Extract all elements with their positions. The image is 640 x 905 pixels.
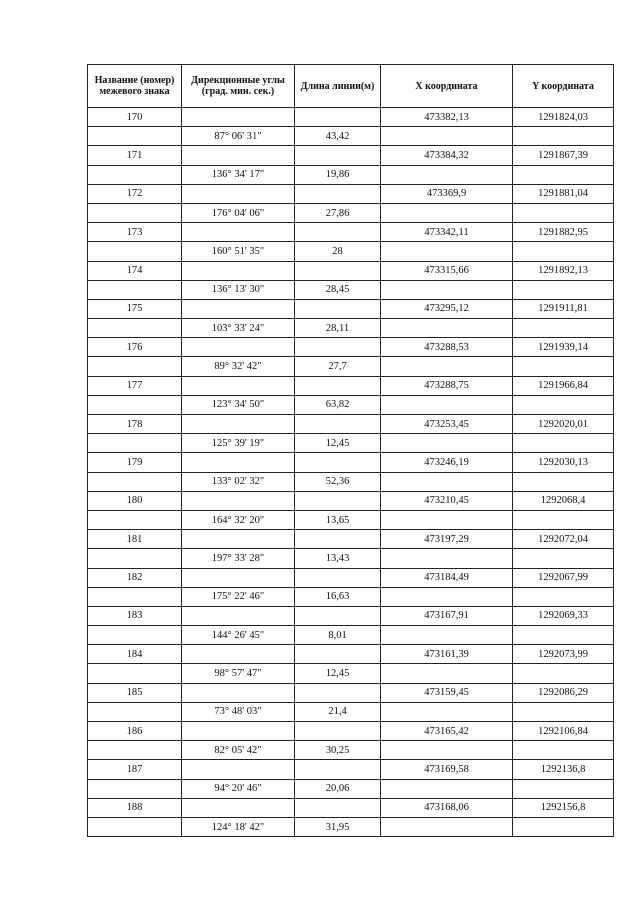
y-coordinate: 1292067,99 xyxy=(513,568,614,587)
empty-cell xyxy=(182,760,295,779)
point-row xyxy=(88,568,614,587)
empty-cell xyxy=(513,664,614,683)
line-length: 43,42 xyxy=(295,127,381,146)
empty-cell xyxy=(88,587,182,606)
point-row xyxy=(88,108,614,127)
empty-cell xyxy=(513,817,614,836)
empty-cell xyxy=(88,702,182,721)
segment-row xyxy=(88,319,614,338)
y-coordinate: 1291911,81 xyxy=(513,299,614,318)
point-name: 188 xyxy=(88,798,182,817)
empty-cell xyxy=(381,587,513,606)
empty-cell xyxy=(295,299,381,318)
line-length: 52,36 xyxy=(295,472,381,491)
direction-angle: 94° 20' 46" xyxy=(182,779,295,798)
y-coordinate: 1292156,8 xyxy=(513,798,614,817)
header-y: Y координата xyxy=(513,65,614,108)
y-coordinate: 1292068,4 xyxy=(513,491,614,510)
x-coordinate: 473369,9 xyxy=(381,184,513,203)
empty-cell xyxy=(88,549,182,568)
point-name: 172 xyxy=(88,184,182,203)
empty-cell xyxy=(513,510,614,529)
point-row xyxy=(88,299,614,318)
empty-cell xyxy=(295,338,381,357)
empty-cell xyxy=(295,376,381,395)
line-length: 31,95 xyxy=(295,817,381,836)
x-coordinate: 473168,06 xyxy=(381,798,513,817)
empty-cell xyxy=(88,280,182,299)
segment-row xyxy=(88,165,614,184)
point-name: 177 xyxy=(88,376,182,395)
point-row xyxy=(88,760,614,779)
direction-angle: 175° 22' 46" xyxy=(182,587,295,606)
y-coordinate: 1292106,84 xyxy=(513,722,614,741)
segment-row xyxy=(88,357,614,376)
line-length: 30,25 xyxy=(295,741,381,760)
point-name: 180 xyxy=(88,491,182,510)
segment-row xyxy=(88,280,614,299)
point-row xyxy=(88,376,614,395)
point-name: 170 xyxy=(88,108,182,127)
direction-angle: 144° 26' 45" xyxy=(182,626,295,645)
line-length: 8,01 xyxy=(295,626,381,645)
line-length: 21,4 xyxy=(295,702,381,721)
empty-cell xyxy=(513,741,614,760)
direction-angle: 89° 32' 42" xyxy=(182,357,295,376)
empty-cell xyxy=(295,453,381,472)
empty-cell xyxy=(182,415,295,434)
empty-cell xyxy=(381,817,513,836)
empty-cell xyxy=(381,165,513,184)
header-length: Длина линии(м) xyxy=(295,65,381,108)
direction-angle: 160° 51' 35" xyxy=(182,242,295,261)
empty-cell xyxy=(513,280,614,299)
point-row xyxy=(88,223,614,242)
segment-row xyxy=(88,779,614,798)
point-name: 185 xyxy=(88,683,182,702)
empty-cell xyxy=(88,395,182,414)
empty-cell xyxy=(88,510,182,529)
empty-cell xyxy=(88,319,182,338)
direction-angle: 123° 34' 50" xyxy=(182,395,295,414)
direction-angle: 133° 02' 32" xyxy=(182,472,295,491)
point-row xyxy=(88,453,614,472)
line-length: 28 xyxy=(295,242,381,261)
line-length: 13,65 xyxy=(295,510,381,529)
point-row xyxy=(88,146,614,165)
empty-cell xyxy=(88,203,182,222)
y-coordinate: 1292073,99 xyxy=(513,645,614,664)
x-coordinate: 473384,32 xyxy=(381,146,513,165)
empty-cell xyxy=(295,645,381,664)
empty-cell xyxy=(295,760,381,779)
x-coordinate: 473165,42 xyxy=(381,722,513,741)
y-coordinate: 1291966,84 xyxy=(513,376,614,395)
empty-cell xyxy=(88,741,182,760)
x-coordinate: 473382,13 xyxy=(381,108,513,127)
line-length: 13,43 xyxy=(295,549,381,568)
y-coordinate: 1291867,39 xyxy=(513,146,614,165)
empty-cell xyxy=(381,779,513,798)
empty-cell xyxy=(88,779,182,798)
y-coordinate: 1292136,8 xyxy=(513,760,614,779)
direction-angle: 98° 57' 47" xyxy=(182,664,295,683)
point-name: 181 xyxy=(88,530,182,549)
empty-cell xyxy=(295,530,381,549)
empty-cell xyxy=(381,664,513,683)
point-row xyxy=(88,798,614,817)
empty-cell xyxy=(295,606,381,625)
empty-cell xyxy=(182,108,295,127)
segment-row xyxy=(88,626,614,645)
point-row xyxy=(88,184,614,203)
empty-cell xyxy=(381,395,513,414)
direction-angle: 125° 39' 19" xyxy=(182,434,295,453)
x-coordinate: 473210,45 xyxy=(381,491,513,510)
line-length: 27,86 xyxy=(295,203,381,222)
empty-cell xyxy=(88,127,182,146)
point-name: 187 xyxy=(88,760,182,779)
segment-row xyxy=(88,549,614,568)
x-coordinate: 473288,53 xyxy=(381,338,513,357)
point-name: 176 xyxy=(88,338,182,357)
segment-row xyxy=(88,702,614,721)
empty-cell xyxy=(88,434,182,453)
empty-cell xyxy=(182,645,295,664)
empty-cell xyxy=(381,472,513,491)
line-length: 27,7 xyxy=(295,357,381,376)
segment-row xyxy=(88,434,614,453)
x-coordinate: 473184,49 xyxy=(381,568,513,587)
segment-row xyxy=(88,472,614,491)
empty-cell xyxy=(513,127,614,146)
empty-cell xyxy=(88,626,182,645)
line-length: 12,45 xyxy=(295,664,381,683)
empty-cell xyxy=(182,568,295,587)
point-row xyxy=(88,338,614,357)
empty-cell xyxy=(381,242,513,261)
y-coordinate: 1291892,13 xyxy=(513,261,614,280)
empty-cell xyxy=(381,434,513,453)
segment-row xyxy=(88,741,614,760)
point-name: 171 xyxy=(88,146,182,165)
header-x: X координата xyxy=(381,65,513,108)
x-coordinate: 473161,39 xyxy=(381,645,513,664)
empty-cell xyxy=(295,491,381,510)
point-name: 175 xyxy=(88,299,182,318)
empty-cell xyxy=(513,319,614,338)
y-coordinate: 1292069,33 xyxy=(513,606,614,625)
point-name: 178 xyxy=(88,415,182,434)
point-name: 182 xyxy=(88,568,182,587)
empty-cell xyxy=(381,319,513,338)
empty-cell xyxy=(295,223,381,242)
boundary-coordinates-table xyxy=(87,64,614,837)
line-length: 16,63 xyxy=(295,587,381,606)
empty-cell xyxy=(513,434,614,453)
header-name: Название (номер) межевого знака xyxy=(88,65,182,108)
empty-cell xyxy=(513,472,614,491)
empty-cell xyxy=(295,722,381,741)
empty-cell xyxy=(295,415,381,434)
empty-cell xyxy=(513,702,614,721)
point-row xyxy=(88,261,614,280)
empty-cell xyxy=(182,338,295,357)
line-length: 28,11 xyxy=(295,319,381,338)
empty-cell xyxy=(88,357,182,376)
point-name: 184 xyxy=(88,645,182,664)
empty-cell xyxy=(295,261,381,280)
segment-row xyxy=(88,127,614,146)
empty-cell xyxy=(88,817,182,836)
empty-cell xyxy=(381,280,513,299)
table-header-row xyxy=(88,65,614,108)
y-coordinate: 1292072,04 xyxy=(513,530,614,549)
header-angle: Дирекционные углы (град. мин. сек.) xyxy=(182,65,295,108)
y-coordinate: 1292030,13 xyxy=(513,453,614,472)
segment-row xyxy=(88,510,614,529)
empty-cell xyxy=(182,184,295,203)
direction-angle: 164° 32' 20" xyxy=(182,510,295,529)
empty-cell xyxy=(513,203,614,222)
direction-angle: 124° 18' 42" xyxy=(182,817,295,836)
empty-cell xyxy=(513,549,614,568)
direction-angle: 197° 33' 28" xyxy=(182,549,295,568)
point-name: 183 xyxy=(88,606,182,625)
point-row xyxy=(88,491,614,510)
y-coordinate: 1291881,04 xyxy=(513,184,614,203)
direction-angle: 136° 34' 17" xyxy=(182,165,295,184)
x-coordinate: 473315,66 xyxy=(381,261,513,280)
y-coordinate: 1291882,95 xyxy=(513,223,614,242)
line-length: 63,82 xyxy=(295,395,381,414)
table-body xyxy=(88,108,614,837)
line-length: 19,86 xyxy=(295,165,381,184)
empty-cell xyxy=(182,530,295,549)
x-coordinate: 473295,12 xyxy=(381,299,513,318)
empty-cell xyxy=(381,702,513,721)
empty-cell xyxy=(182,223,295,242)
x-coordinate: 473167,91 xyxy=(381,606,513,625)
segment-row xyxy=(88,242,614,261)
empty-cell xyxy=(182,453,295,472)
x-coordinate: 473342,11 xyxy=(381,223,513,242)
empty-cell xyxy=(182,261,295,280)
empty-cell xyxy=(381,203,513,222)
x-coordinate: 473159,45 xyxy=(381,683,513,702)
empty-cell xyxy=(88,242,182,261)
empty-cell xyxy=(513,357,614,376)
point-row xyxy=(88,530,614,549)
direction-angle: 73° 48' 03" xyxy=(182,702,295,721)
direction-angle: 136° 13' 30" xyxy=(182,280,295,299)
y-coordinate: 1292020,01 xyxy=(513,415,614,434)
empty-cell xyxy=(295,184,381,203)
segment-row xyxy=(88,395,614,414)
empty-cell xyxy=(513,587,614,606)
x-coordinate: 473288,75 xyxy=(381,376,513,395)
empty-cell xyxy=(182,376,295,395)
segment-row xyxy=(88,587,614,606)
point-row xyxy=(88,645,614,664)
x-coordinate: 473169,58 xyxy=(381,760,513,779)
empty-cell xyxy=(513,779,614,798)
empty-cell xyxy=(381,510,513,529)
direction-angle: 103° 33' 24" xyxy=(182,319,295,338)
empty-cell xyxy=(182,299,295,318)
empty-cell xyxy=(295,108,381,127)
point-name: 179 xyxy=(88,453,182,472)
segment-row xyxy=(88,817,614,836)
empty-cell xyxy=(513,165,614,184)
empty-cell xyxy=(182,606,295,625)
segment-row xyxy=(88,664,614,683)
line-length: 12,45 xyxy=(295,434,381,453)
y-coordinate: 1291939,14 xyxy=(513,338,614,357)
empty-cell xyxy=(88,664,182,683)
x-coordinate: 473253,45 xyxy=(381,415,513,434)
point-row xyxy=(88,722,614,741)
empty-cell xyxy=(381,357,513,376)
direction-angle: 87° 06' 31" xyxy=(182,127,295,146)
direction-angle: 82° 05' 42" xyxy=(182,741,295,760)
y-coordinate: 1291824,03 xyxy=(513,108,614,127)
empty-cell xyxy=(513,626,614,645)
direction-angle: 176° 04' 06" xyxy=(182,203,295,222)
empty-cell xyxy=(513,242,614,261)
point-name: 174 xyxy=(88,261,182,280)
empty-cell xyxy=(182,683,295,702)
empty-cell xyxy=(381,741,513,760)
empty-cell xyxy=(295,683,381,702)
empty-cell xyxy=(295,146,381,165)
line-length: 20,06 xyxy=(295,779,381,798)
point-name: 173 xyxy=(88,223,182,242)
point-row xyxy=(88,683,614,702)
empty-cell xyxy=(182,146,295,165)
y-coordinate: 1292086,29 xyxy=(513,683,614,702)
point-row xyxy=(88,415,614,434)
x-coordinate: 473197,29 xyxy=(381,530,513,549)
point-row xyxy=(88,606,614,625)
empty-cell xyxy=(182,722,295,741)
empty-cell xyxy=(295,798,381,817)
empty-cell xyxy=(88,165,182,184)
point-name: 186 xyxy=(88,722,182,741)
x-coordinate: 473246,19 xyxy=(381,453,513,472)
empty-cell xyxy=(295,568,381,587)
empty-cell xyxy=(513,395,614,414)
empty-cell xyxy=(381,127,513,146)
empty-cell xyxy=(381,626,513,645)
empty-cell xyxy=(88,472,182,491)
empty-cell xyxy=(182,491,295,510)
segment-row xyxy=(88,203,614,222)
empty-cell xyxy=(182,798,295,817)
empty-cell xyxy=(381,549,513,568)
line-length: 28,45 xyxy=(295,280,381,299)
